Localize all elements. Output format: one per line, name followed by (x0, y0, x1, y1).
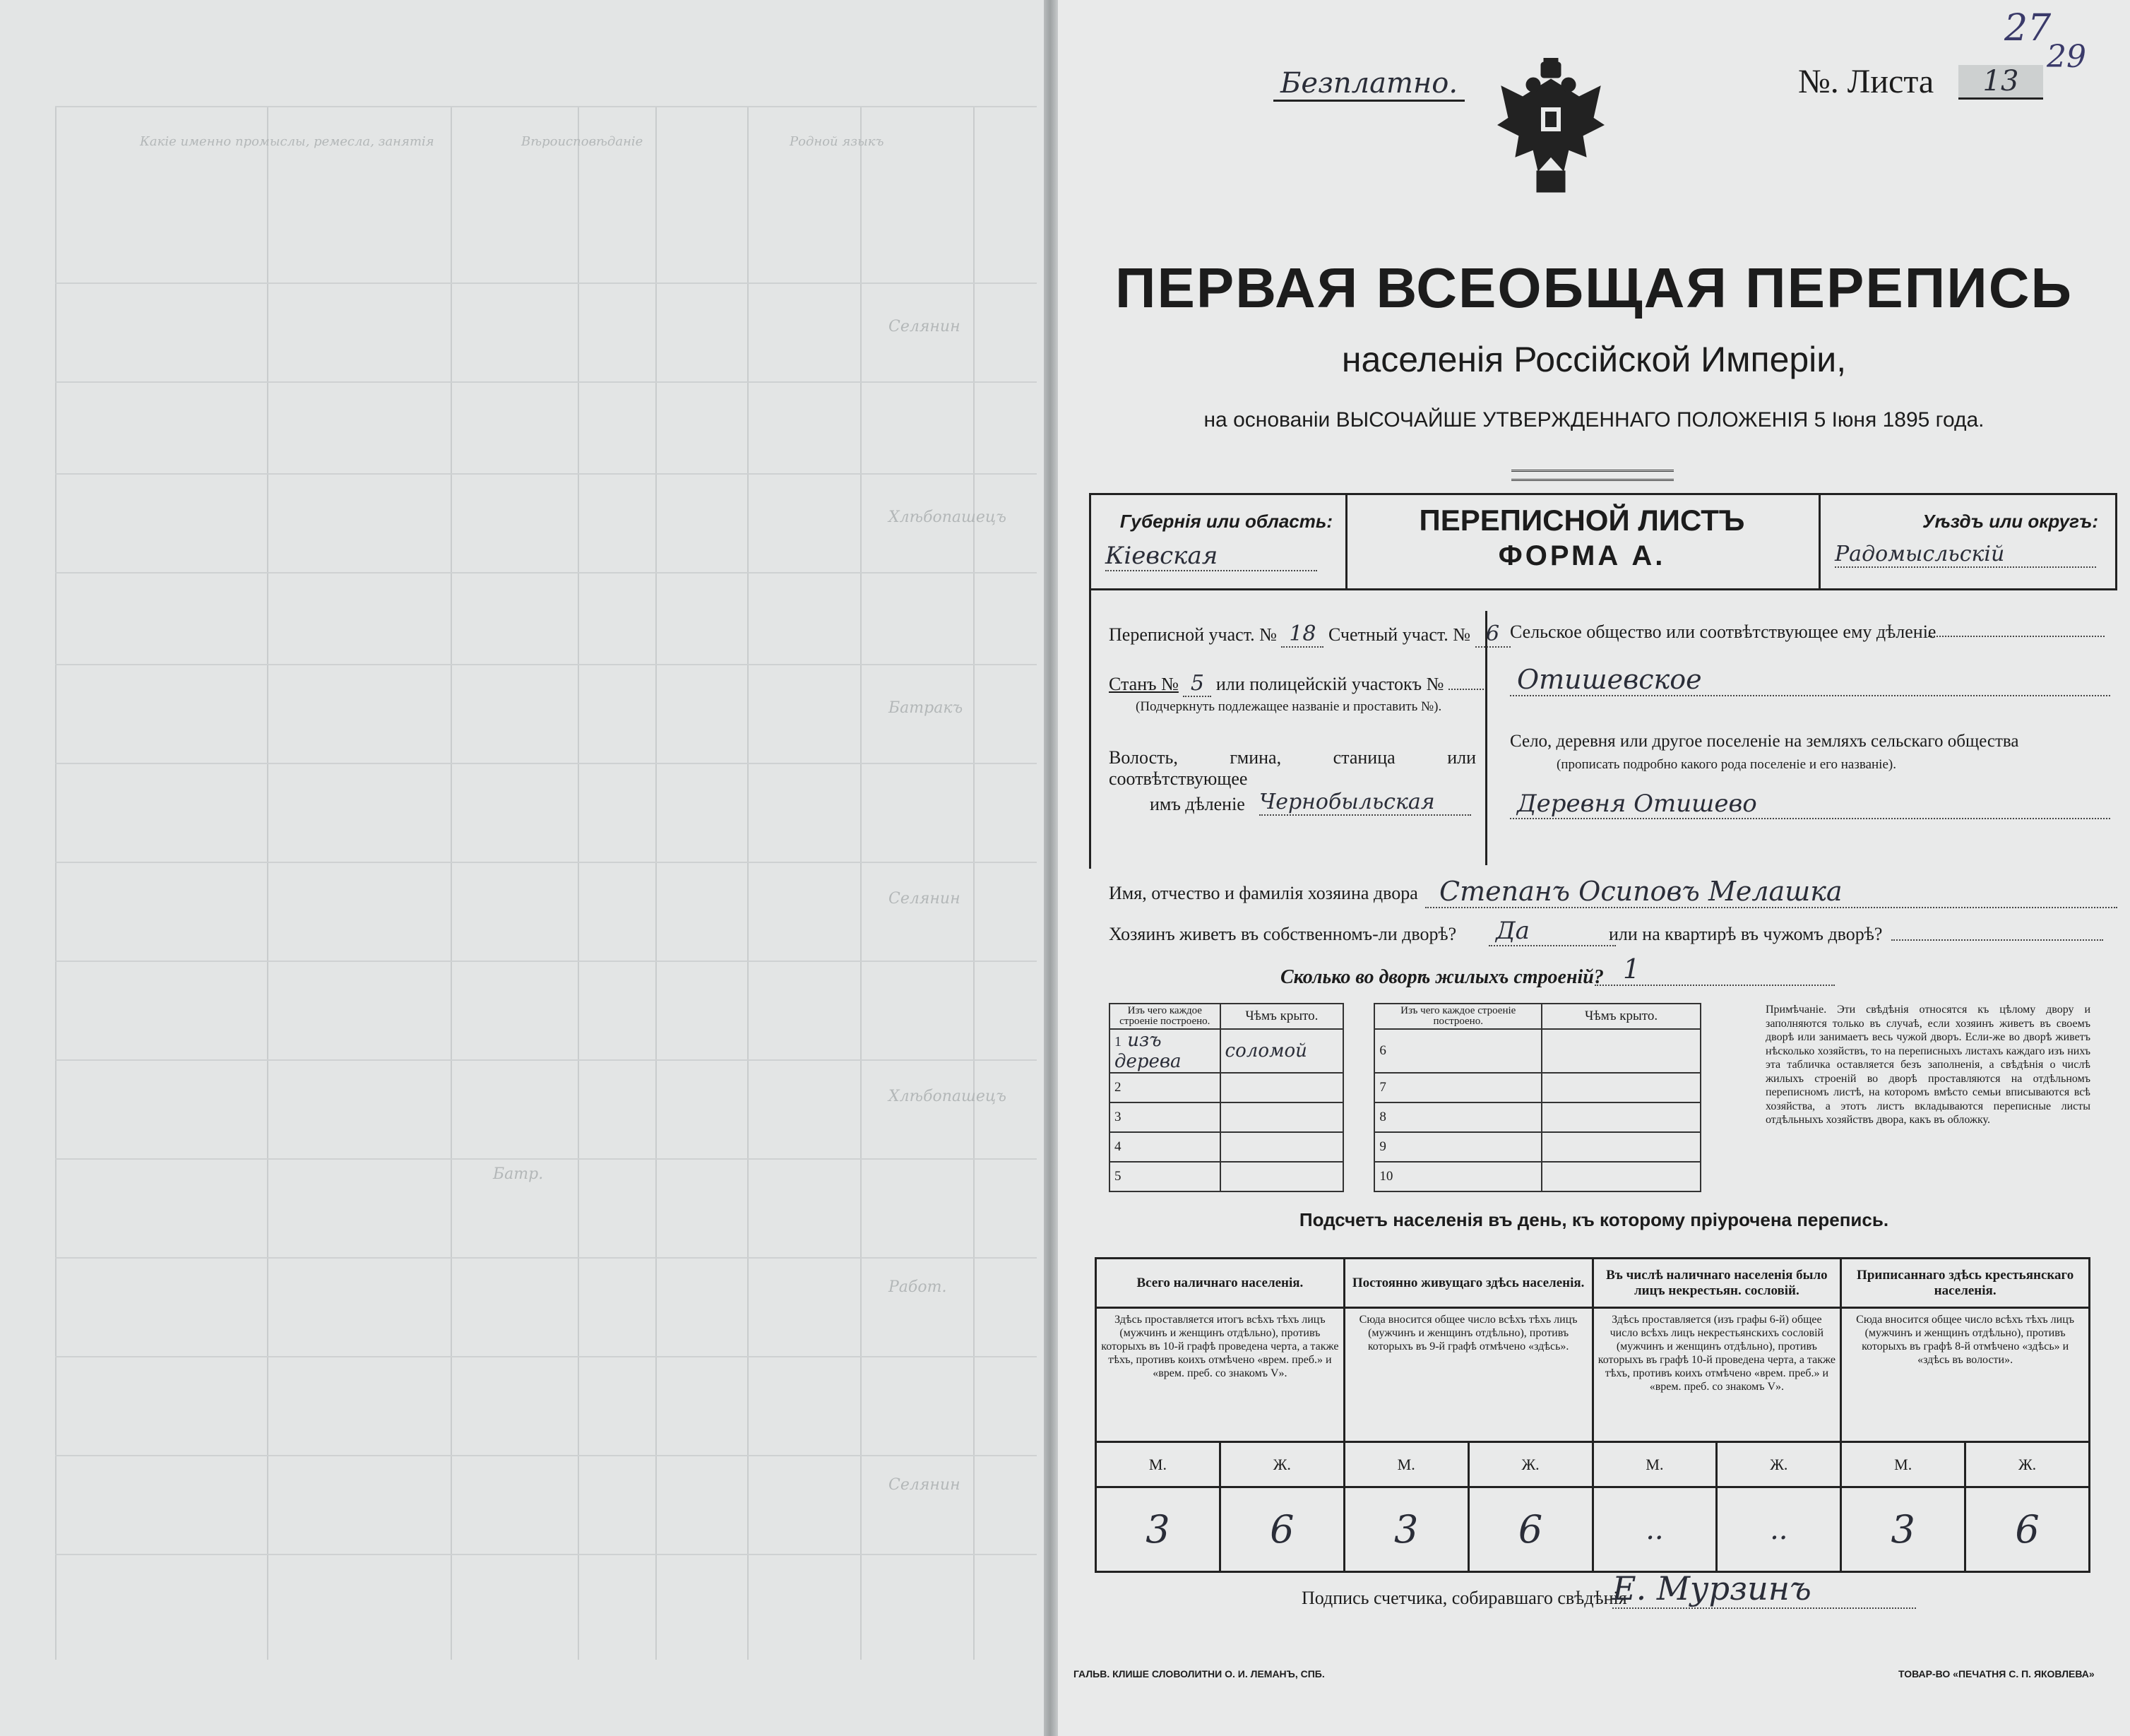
census-district-value: 18 (1281, 622, 1323, 648)
fields-left-border (1089, 586, 1091, 869)
buildings-label: Сколько во дворѣ жилыхъ строеній? (1280, 966, 1604, 988)
table-row (1109, 1132, 2093, 1162)
form-title: ПЕРВАЯ ВСЕОБЩАЯ ПЕРЕПИСЬ (1115, 256, 2073, 319)
form-letter: ФОРМА А. (1498, 540, 1666, 571)
fields-divider (1485, 611, 1487, 865)
left-page-ghost-table (55, 106, 1037, 1660)
stan-value: 5 (1183, 671, 1211, 697)
buildings-note: Примѣчаніе. Эти свѣдѣнія относятся къ цѣлому двору и заполняются только въ случаѣ, если хозяинъ живетъ въ своемъ дворѣ или занимаетъ весь чужой дворъ. Если-же во дворѣ живетъ нѣсколько хозяйствъ, то на переписныхъ листахъ каждаго изъ нихъ эта табличка оставляется безъ заполненія, а свѣдѣнія о числѣ жилыхъ строеній во дворѣ проставляются на отдѣльномъ переписномъ листѣ, на которомъ вмѣсто семьи вписываются всѣ хозяйства, а этотъ листъ вкладываются переписные листы отдѣльныхъ хозяйствъ двора, какъ въ обложку. (1766, 1004, 2090, 1126)
count-value: 3 (1344, 1487, 1468, 1572)
left-page (0, 0, 1044, 1736)
volost-label: Волость, гмина, станица или соотвѣтствующее (1109, 747, 1476, 789)
volost-value: Чернобыльская (1259, 790, 1471, 816)
underline-note: (Подчеркнуть подлежащее названіе и проставить №). (1136, 699, 1442, 714)
ornament-divider (1511, 470, 1674, 481)
count-title: Подсчетъ населенія въ день, къ которому пріурочена перепись. (1299, 1209, 1889, 1230)
sheet-no-value: 13 (1958, 65, 2043, 100)
society-value: Отишевское (1510, 664, 2110, 696)
female-label: Ж. (1468, 1442, 1593, 1487)
census-form-page (1058, 0, 2130, 1736)
building-material: изъ дерева (1114, 1030, 1182, 1072)
row-number: 9 (1374, 1132, 1542, 1162)
ghost-text: Хлѣбопашецъ (888, 1088, 1006, 1105)
stan-field: Станъ № 5 или полицейскій участокъ № (1109, 671, 1484, 697)
buildings-value: 1 (1595, 953, 1835, 986)
table-row: 1 изъ дерева соломой 6 (1109, 1029, 2093, 1073)
count-district-value: 6 (1475, 622, 1511, 648)
count-description: Сюда вносится общее число всѣхъ тѣхъ лицъ (мужчинъ и женщинъ отдѣльно), противъ которыхъ въ 9-й графѣ отмѣчено «здѣсь». (1344, 1308, 1593, 1442)
table-row (1109, 1162, 2093, 1191)
sheet-no-label: №. Листа (1798, 63, 1934, 100)
ghost-text: Хлѣбопашецъ (888, 509, 1006, 526)
free-label: Безплатно. (1273, 67, 1465, 102)
book-spine (1044, 0, 1058, 1736)
count-header: Постоянно живущаго здѣсь населенія. (1344, 1259, 1593, 1308)
ghost-text: Работ. (888, 1278, 947, 1296)
village-note: (прописать подробно какого рода поселеніе и его названіе). (1557, 757, 1896, 772)
ghost-text: Селянин (888, 1476, 960, 1494)
district-label: Уѣздъ или округъ: (1922, 511, 2098, 532)
population-count-table (1095, 1257, 2090, 1573)
ghost-header: Какіе именно промыслы, ремесла, занятія (140, 134, 434, 149)
col-roof: Чѣмъ крыто. (1542, 1004, 1701, 1029)
row-number: 8 (1374, 1102, 1542, 1132)
count-description: Здѣсь проставляется итогъ всѣхъ тѣхъ лицъ (мужчинъ и женщинъ отдѣльно), противъ которыхъ въ 10-й графѣ проведена черта, а также тѣхъ, противъ коихъ отмѣчено «врем. преб.» и «врем. преб. со знакомъ V». (1096, 1308, 1345, 1442)
owner-field: Имя, отчество и фамилія хозяина двора (1109, 883, 1418, 903)
archive-number: 29 (2047, 39, 2086, 75)
row-number: 5 (1109, 1162, 1220, 1191)
female-label: Ж. (1220, 1442, 1344, 1487)
male-label: М. (1344, 1442, 1468, 1487)
imperial-eagle-emblem (1494, 58, 1607, 199)
ghost-header: Родной языкъ (790, 134, 884, 149)
province-value: Кіевская (1105, 542, 1317, 571)
count-header: Въ числѣ наличнаго населенія было лицъ некрестьян. сословій. (1593, 1259, 1841, 1308)
signature-value: Е. Мурзинъ (1612, 1569, 1916, 1609)
count-value: 3 (1096, 1487, 1220, 1572)
row-number: 10 (1374, 1162, 1542, 1191)
ghost-text: Батр. (493, 1165, 544, 1183)
society-label: Сельское общество или соотвѣтствующее ему дѣленіе (1510, 622, 1936, 642)
header-box (1089, 493, 2117, 590)
row-number: 2 (1109, 1073, 1220, 1102)
province-cell (1091, 495, 1347, 588)
volost-label-2: имъ дѣленіе (1150, 794, 1245, 814)
col-material: Изъ чего каждое строеніе построено. (1109, 1004, 1220, 1029)
ghost-text: Селянин (888, 890, 960, 908)
own-yard-value: Да (1489, 917, 1616, 946)
col-roof: Чѣмъ крыто. (1220, 1004, 1344, 1029)
count-description: Здѣсь проставляется (изъ графы 6-й) общее число всѣхъ лицъ некрестьянскихъ сословій (мужчинъ и женщинъ отдѣльно), противъ которыхъ въ графѣ 10-й проведена черта, а также тѣхъ, противъ коихъ отмѣчено «врем. преб.» и «врем. преб. со знакомъ V». (1593, 1308, 1841, 1442)
census-district-field: Переписной участ. № 18 Счетный участ. № 6 (1109, 622, 1511, 648)
district-value: Радомысльскій (1835, 542, 2096, 568)
count-value: 6 (1965, 1487, 2090, 1572)
building-roof: соломой (1220, 1029, 1344, 1073)
row-number: 6 (1374, 1029, 1542, 1073)
male-label: М. (1841, 1442, 1965, 1487)
male-label: М. (1096, 1442, 1220, 1487)
count-header: Всего наличнаго населенія. (1096, 1259, 1345, 1308)
row-number: 7 (1374, 1073, 1542, 1102)
owner-value: Степанъ Осиповъ Мелашка (1425, 876, 2117, 908)
printer-mark: ТОВАР-ВО «ПЕЧАТНЯ С. П. ЯКОВЛЕВА» (1898, 1668, 2095, 1679)
form-subtitle: населенія Россійской Имперіи, (1341, 340, 1847, 379)
count-description: Сюда вносится общее число всѣхъ тѣхъ лицъ (мужчинъ и женщинъ отдѣльно), противъ которыхъ въ графѣ 8-й отмѣчено «здѣсь» и «здѣсь въ волости». (1841, 1308, 2090, 1442)
row-number: 3 (1109, 1102, 1220, 1132)
female-label: Ж. (1717, 1442, 1841, 1487)
count-value: 3 (1841, 1487, 1965, 1572)
count-value: .. (1717, 1487, 1841, 1572)
count-value: 6 (1220, 1487, 1344, 1572)
col-material: Изъ чего каждое строеніе построено. (1374, 1004, 1542, 1029)
ghost-text: Батракъ (888, 699, 963, 717)
village-value: Деревня Отишево (1510, 790, 2110, 819)
signature-label: Подпись счетчика, собиравшаго свѣдѣнія (1302, 1588, 1627, 1608)
other-yard-label: или на квартирѣ въ чужомъ дворѣ? (1609, 924, 1883, 944)
printer-mark: ГАЛЬВ. КЛИШЕ СЛОВОЛИТНИ О. И. ЛЕМАНЪ, СПБ. (1073, 1668, 1325, 1679)
ghost-text: Селянин (888, 318, 960, 335)
count-value: 6 (1468, 1487, 1593, 1572)
male-label: М. (1593, 1442, 1717, 1487)
female-label: Ж. (1965, 1442, 2090, 1487)
village-label: Село, деревня или другое поселеніе на земляхъ сельскаго общества (1510, 732, 2019, 751)
own-yard-label: Хозяинъ живетъ въ собственномъ-ли дворѣ? (1109, 924, 1457, 944)
district-cell (1819, 495, 2115, 588)
row-number: 4 (1109, 1132, 1220, 1162)
legal-basis: на основаніи ВЫСОЧАЙШЕ УТВЕРЖДЕННАГО ПОЛОЖЕНІЯ 5 Іюня 1895 года. (1203, 408, 1985, 432)
archive-number: 27 (2004, 7, 2052, 49)
count-value: .. (1593, 1487, 1717, 1572)
province-label: Губернія или область: (1119, 511, 1333, 532)
count-header: Приписаннаго здѣсь крестьянскаго населенія. (1841, 1259, 2090, 1308)
ghost-header: Вѣроисповѣданіе (521, 134, 643, 149)
form-name: ПЕРЕПИСНОЙ ЛИСТЪ (1419, 504, 1745, 537)
